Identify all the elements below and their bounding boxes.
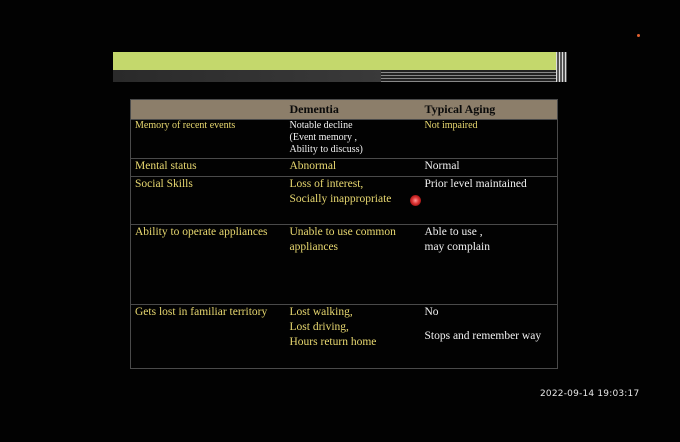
table-row bbox=[131, 225, 558, 305]
cell-line: Loss of interest, bbox=[289, 178, 364, 190]
table-row bbox=[131, 177, 558, 225]
cell-line: Notable decline bbox=[289, 120, 353, 131]
cell-gap bbox=[425, 320, 554, 329]
row-label-memory: Memory of recent events bbox=[131, 120, 286, 159]
cell-line: Lost walking, bbox=[289, 306, 353, 318]
aging-cell-appliances bbox=[421, 225, 558, 305]
cell-line: Unable to use common bbox=[289, 226, 396, 238]
corner-dot bbox=[637, 34, 640, 37]
title-bar-shadow bbox=[113, 70, 567, 82]
dementia-cell-memory bbox=[286, 120, 421, 159]
title-bar bbox=[113, 52, 567, 70]
table-row bbox=[131, 120, 558, 159]
dementia-cell-gets-lost bbox=[286, 305, 421, 369]
cell-line: Able to use , bbox=[424, 226, 483, 238]
cell-line: Socially inappropriate bbox=[289, 193, 392, 205]
comparison-table bbox=[130, 99, 558, 369]
aging-cell-social-skills bbox=[421, 177, 558, 225]
title-bar-stripes bbox=[556, 52, 567, 82]
cell-line: Abnormal bbox=[289, 160, 337, 172]
video-timestamp: 2022-09-14 19:03:17 bbox=[540, 389, 640, 399]
cell-line: Stops and remember way bbox=[424, 330, 542, 342]
table-row bbox=[131, 159, 558, 177]
table-row bbox=[131, 305, 558, 369]
aging-cell-mental-status bbox=[421, 159, 558, 177]
cell-line: Not impaired bbox=[424, 120, 478, 131]
row-label-appliances: Ability to operate appliances bbox=[131, 225, 286, 305]
table-header-row bbox=[131, 100, 558, 120]
cell-line: (Event memory , bbox=[289, 132, 357, 143]
cell-line: Ability to discuss) bbox=[289, 144, 363, 155]
cell-line: appliances bbox=[289, 241, 339, 253]
cell-line: Lost driving, bbox=[289, 321, 349, 333]
header-cell-dementia: Dementia bbox=[286, 100, 421, 120]
cell-line: No bbox=[424, 306, 439, 318]
cell-line: Normal bbox=[424, 160, 460, 172]
aging-cell-memory bbox=[421, 120, 558, 159]
dementia-cell-appliances bbox=[286, 225, 421, 305]
dementia-cell-mental-status bbox=[286, 159, 421, 177]
header-cell-empty bbox=[131, 100, 286, 120]
row-label-social-skills: Social Skills bbox=[131, 177, 286, 225]
row-label-gets-lost: Gets lost in familiar territory bbox=[131, 305, 286, 369]
row-label-mental-status: Mental status bbox=[131, 159, 286, 177]
cell-line: Hours return home bbox=[289, 336, 377, 348]
cell-line: Prior level maintained bbox=[424, 178, 527, 190]
cell-line: may complain bbox=[424, 241, 490, 253]
dementia-cell-social-skills bbox=[286, 177, 421, 225]
laser-pointer-dot bbox=[410, 195, 421, 206]
aging-cell-gets-lost bbox=[421, 305, 558, 369]
header-cell-typical-aging: Typical Aging bbox=[421, 100, 558, 120]
